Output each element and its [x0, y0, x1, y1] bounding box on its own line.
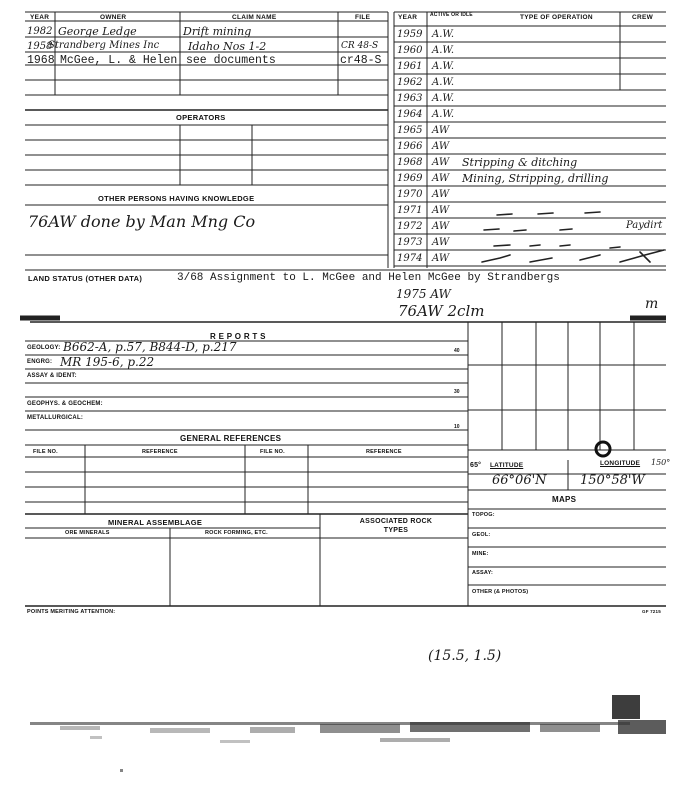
maps-title: MAPS	[552, 495, 577, 504]
owner-row-claim: Drift mining	[183, 25, 252, 38]
maps-assay: ASSAY:	[472, 570, 494, 576]
owner-row-claim: Idaho Nos 1-2	[188, 40, 267, 53]
activity-status: AW	[432, 189, 450, 200]
owner-row-file: CR 48-S	[341, 41, 379, 51]
report-label: ENGRG:	[27, 359, 53, 365]
owner-row-year: 1958	[27, 41, 53, 52]
circle-mark	[596, 442, 610, 456]
activity-year: 1966	[397, 141, 423, 152]
activity-status: AW	[432, 141, 450, 152]
longitude-label: LONGITUDE	[600, 460, 641, 467]
lon-degree-prefix: 150°	[651, 458, 671, 467]
operators-title: OPERATORS	[176, 113, 226, 122]
land-status-label: LAND STATUS (OTHER DATA)	[28, 274, 143, 283]
report-label: GEOLOGY:	[27, 345, 61, 351]
margin-mark: m	[645, 296, 659, 312]
ore-minerals-header: ORE MINERALS	[65, 530, 110, 536]
activity-year: 1959	[397, 29, 423, 40]
file-header: FILE	[355, 14, 371, 21]
maps-other: OTHER (& PHOTOS)	[472, 589, 529, 595]
activity-year: 1968	[397, 157, 423, 168]
activity-status: A.W.	[432, 77, 455, 88]
gr-file-no-header: FILE NO.	[33, 449, 58, 455]
activity-status: A.W.	[432, 45, 455, 56]
other-persons-text: 76AW done by Man Mng Co	[28, 212, 256, 231]
activity-year: 1973	[397, 237, 423, 248]
activity-type: Stripping & ditching	[462, 156, 578, 169]
activity-year: 1974	[397, 253, 423, 264]
longitude-value: 150°58'W	[580, 473, 645, 488]
report-label: GEOPHYS. & GEOCHEM:	[27, 401, 103, 407]
mineral-assemblage-title: MINERAL ASSEMBLAGE	[108, 518, 203, 527]
activity-status: AW	[432, 125, 450, 136]
activity-year: 1964	[397, 109, 423, 120]
activity-status: AW	[432, 157, 450, 168]
activity-status: A.W.	[432, 93, 455, 104]
gr-reference2-header: REFERENCE	[366, 449, 402, 455]
owner-header: OWNER	[100, 14, 127, 21]
claim-name-header: CLAIM NAME	[232, 14, 277, 21]
scale-number: 10	[454, 424, 460, 430]
activity-year: 1962	[397, 77, 423, 88]
activity-year: 1971	[397, 205, 423, 216]
form-code: GF 7215	[642, 609, 661, 614]
lat-degree-prefix: 65°	[470, 462, 482, 469]
activity-year: 1961	[397, 61, 423, 72]
report-label: METALLURGICAL:	[27, 415, 84, 421]
activity-type: Paydirt	[626, 220, 663, 231]
maps-mine: MINE:	[472, 551, 489, 557]
activity-status: A.W.	[432, 29, 455, 40]
activity-year: 1963	[397, 93, 423, 104]
reports-title: R E P O R T S	[210, 332, 266, 341]
associated-rock-types: ASSOCIATED ROCK TYPES	[359, 518, 433, 534]
activity-status: AW	[432, 253, 450, 264]
owner-row-name: Strandberg Mines Inc	[48, 40, 160, 51]
land-note-1: 1975 AW	[396, 287, 451, 301]
activity-year: 1960	[397, 45, 423, 56]
type-operation-header: TYPE OF OPERATION	[520, 14, 593, 21]
gr-file-no2-header: FILE NO.	[260, 449, 285, 455]
other-persons-title: OTHER PERSONS HAVING KNOWLEDGE	[98, 194, 255, 203]
maps-topog: TOPOG:	[472, 512, 495, 518]
gr-reference-header: REFERENCE	[142, 449, 178, 455]
year-header: YEAR	[30, 14, 50, 21]
latitude-value: 66°06'N	[492, 473, 547, 488]
points-meriting-attention: POINTS MERITING ATTENTION:	[27, 609, 116, 615]
report-value: MR 195-6, p.22	[60, 355, 155, 369]
active-idle-header: ACTIVE OR IDLE	[430, 12, 473, 18]
activity-year: 1965	[397, 125, 423, 136]
land-note-2: 76AW 2clm	[398, 302, 485, 320]
activity-year: 1969	[397, 173, 423, 184]
activity-status: A.W.	[432, 61, 455, 72]
coordinates-note: (15.5, 1.5)	[428, 648, 502, 664]
owner-row-year: 1968	[27, 54, 55, 67]
owner-row-year: 1982	[27, 26, 53, 37]
crew-header: CREW	[632, 14, 654, 21]
general-references-title: GENERAL REFERENCES	[180, 434, 282, 443]
activity-type: Mining, Stripping, drilling	[462, 172, 609, 185]
rock-forming-header: ROCK FORMING, ETC.	[205, 530, 268, 536]
scale-number: 30	[454, 389, 460, 395]
maps-geol: GEOL:	[472, 532, 491, 538]
report-label: ASSAY & IDENT:	[27, 373, 77, 379]
latitude-label: LATITUDE	[490, 462, 524, 469]
owner-row-name: McGee, L. & Helen	[60, 54, 178, 67]
owner-row-name: George Ledge	[58, 25, 137, 38]
activity-status: A.W.	[432, 109, 455, 120]
activity-status: AW	[432, 221, 450, 232]
scale-number: 40	[454, 348, 460, 354]
activity-year: 1970	[397, 189, 423, 200]
owner-row-claim: see documents	[186, 54, 276, 67]
activity-status: AW	[432, 173, 450, 184]
activity-year: 1972	[397, 221, 423, 232]
report-value: B662-A, p.57, B844-D, p.217	[63, 340, 237, 354]
land-status-text: 3/68 Assignment to L. McGee and Helen McGee by Strandbergs	[177, 272, 560, 284]
activity-status: AW	[432, 205, 450, 216]
owner-row-file: cr48-S	[340, 54, 382, 67]
activity-year-header: YEAR	[398, 14, 418, 21]
activity-status: AW	[432, 237, 450, 248]
